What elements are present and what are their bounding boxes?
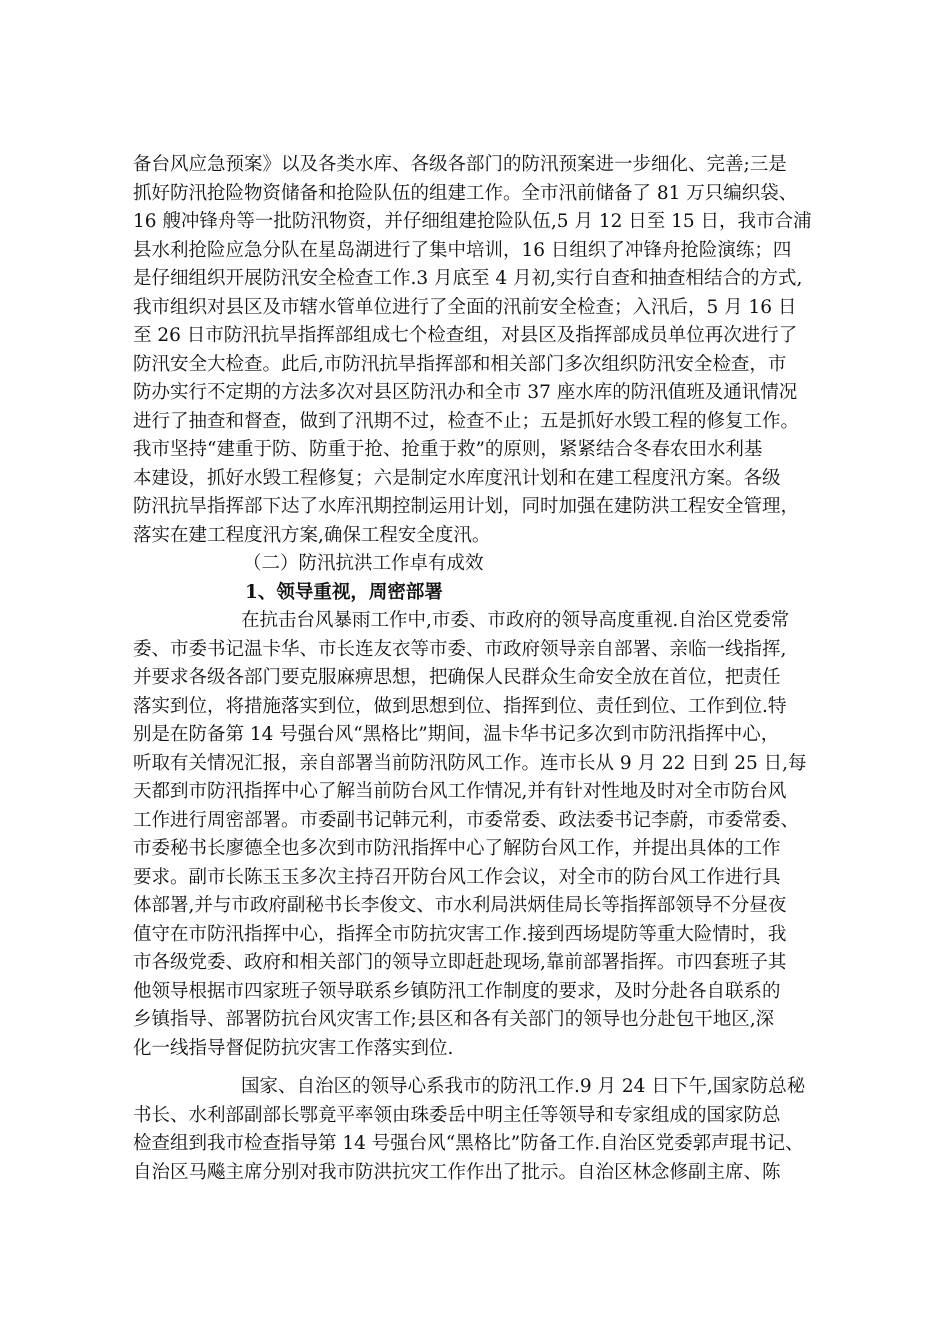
bold-heading: 1、领导重视，周密部署 — [245, 581, 443, 603]
text-line: 县水利抢险应急分队在星岛湖进行了集中培训，16 日组织了冲锋舟抢险演练；四 — [133, 239, 792, 261]
text-line: 天都到市防汛指挥中心了解当前防台风工作情况,并有针对性地及时对全市防台风 — [133, 781, 787, 802]
text-line: 本建设，抓好水毁工程修复；六是制定水库度汛计划和在建工程度汛方案。各级 — [133, 467, 781, 489]
text-line: 至 26 日市防汛抗旱指挥部组成七个检查组，对县区及指挥部成员单位再次进行了 — [133, 325, 798, 346]
text-line: 委、市委书记温卡华、市长连友衣等市委、市政府领导亲自部署、亲临一线指挥, — [133, 638, 787, 660]
paragraph-first-line: 在抗击台风暴雨工作中,市委、市政府的领导高度重视.自治区党委常 — [241, 610, 790, 631]
text-line: 我市坚持“建重于防、防重于抢、抢重于救”的原则，紧紧结合冬春农田水利基 — [133, 439, 763, 460]
text-line: 防汛抗旱指挥部下达了水库汛期控制运用计划，同时加强在建防洪工程安全管理， — [133, 496, 800, 517]
text-line: 要求。副市长陈玉玉多次主持召开防台风工作会议，对全市的防台风工作进行具 — [133, 866, 781, 888]
text-line: 备台风应急预案》以及各类水库、各级各部门的防汛预案进一步细化、完善;三是 — [133, 154, 787, 175]
paragraph-spacing — [133, 1063, 823, 1073]
paragraph-national-leaders — [133, 1073, 823, 1187]
text-line: 自治区马飚主席分别对我市防洪抗灾工作作出了批示。自治区林念修副主席、陈 — [133, 1161, 781, 1183]
text-line: 防汛安全大检查。此后,市防汛抗旱指挥部和相关部门多次组织防汛安全检查，市 — [133, 353, 787, 375]
text-line: 防办实行不定期的方法多次对县区防汛办和全市 37 座水库的防汛值班及通讯情况 — [133, 382, 798, 403]
text-line: 工作进行周密部署。市委副书记韩元利，市委常委、政法委书记李蔚，市委常委、 — [133, 809, 800, 831]
text-line: 抓好防汛抢险物资储备和抢险队伍的组建工作。全市汛前储备了 81 万只编织袋、 — [133, 182, 798, 204]
text-line: 落实在建工程度汛方案,确保工程安全度汛。 — [133, 524, 491, 546]
text-line: 他领导根据市四家班子领导联系乡镇防汛工作制度的要求，及时分赴各自联系的 — [133, 980, 781, 1002]
text-line: 是仔细组织开展防汛安全检查工作.3 月底至 4 月初,实行自查和抽查相结合的方式, — [133, 268, 803, 289]
text-line: 听取有关情况汇报，亲自部署当前防汛防风工作。连市长从 9 月 22 日到 25 日,每 — [133, 752, 807, 774]
text-line: 书长、水利部副部长鄂竟平率领由珠委岳中明主任等领导和专家组成的国家防总 — [133, 1104, 781, 1126]
text-line: 检查组到我市检查指导第 14 号强台风“黑格比”防备工作.自治区党委郭声琨书记、 — [133, 1133, 804, 1154]
text-line: 并要求各级各部门要克服麻痹思想，把确保人民群众生命安全放在首位，把责任 — [133, 667, 781, 688]
subsection-title: （二）防汛抗洪工作卓有成效 — [243, 553, 484, 574]
text-line: 市各级党委、政府和相关部门的领导立即赶赴现场,靠前部署指挥。市四套班子其 — [133, 952, 787, 973]
text-line: 16 艘冲锋舟等一批防汛物资，并仔细组建抢险队伍,5 月 12 日至 15 日，我市合浦 — [133, 211, 812, 232]
text-line: 我市组织对县区及市辖水管单位进行了全面的汛前安全检查；入汛后，5 月 16 日 — [133, 296, 797, 318]
text-line: 化一线指导督促防抗灾害工作落实到位. — [133, 1037, 454, 1059]
text-line: 别是在防备第 14 号强台风“黑格比”期间，温卡华书记多次到市防汛指挥中心， — [133, 724, 780, 745]
paragraph-first-line: 国家、自治区的领导心系我市的防汛工作.9 月 24 日下午,国家防总秘 — [241, 1076, 806, 1097]
paragraph-continued — [133, 151, 823, 550]
text-line: 体部署,并与市政府副秘书长李俊文、市水利局洪炳佳局长等指挥部领导不分昼夜 — [133, 895, 787, 916]
text-line: 落实到位，将措施落实到位，做到思想到位、指挥到位、责任到位、工作到位.特 — [133, 695, 787, 717]
text-line: 进行了抽查和督查，做到了汛期不过，检查不止；五是抓好水毁工程的修复工作。 — [133, 410, 800, 432]
paragraph-leadership — [133, 607, 823, 1063]
document-body — [133, 151, 823, 1187]
text-line: 值守在市防汛指挥中心，指挥全市防抗灾害工作.接到西场堤防等重大险情时，我 — [133, 923, 787, 945]
text-line: 市委秘书长廖德全也多次到市防汛指挥中心了解防台风工作，并提出具体的工作 — [133, 838, 781, 859]
text-line: 乡镇指导、部署防抗台风灾害工作;县区和各有关部门的领导也分赴包干地区,深 — [133, 1009, 775, 1030]
